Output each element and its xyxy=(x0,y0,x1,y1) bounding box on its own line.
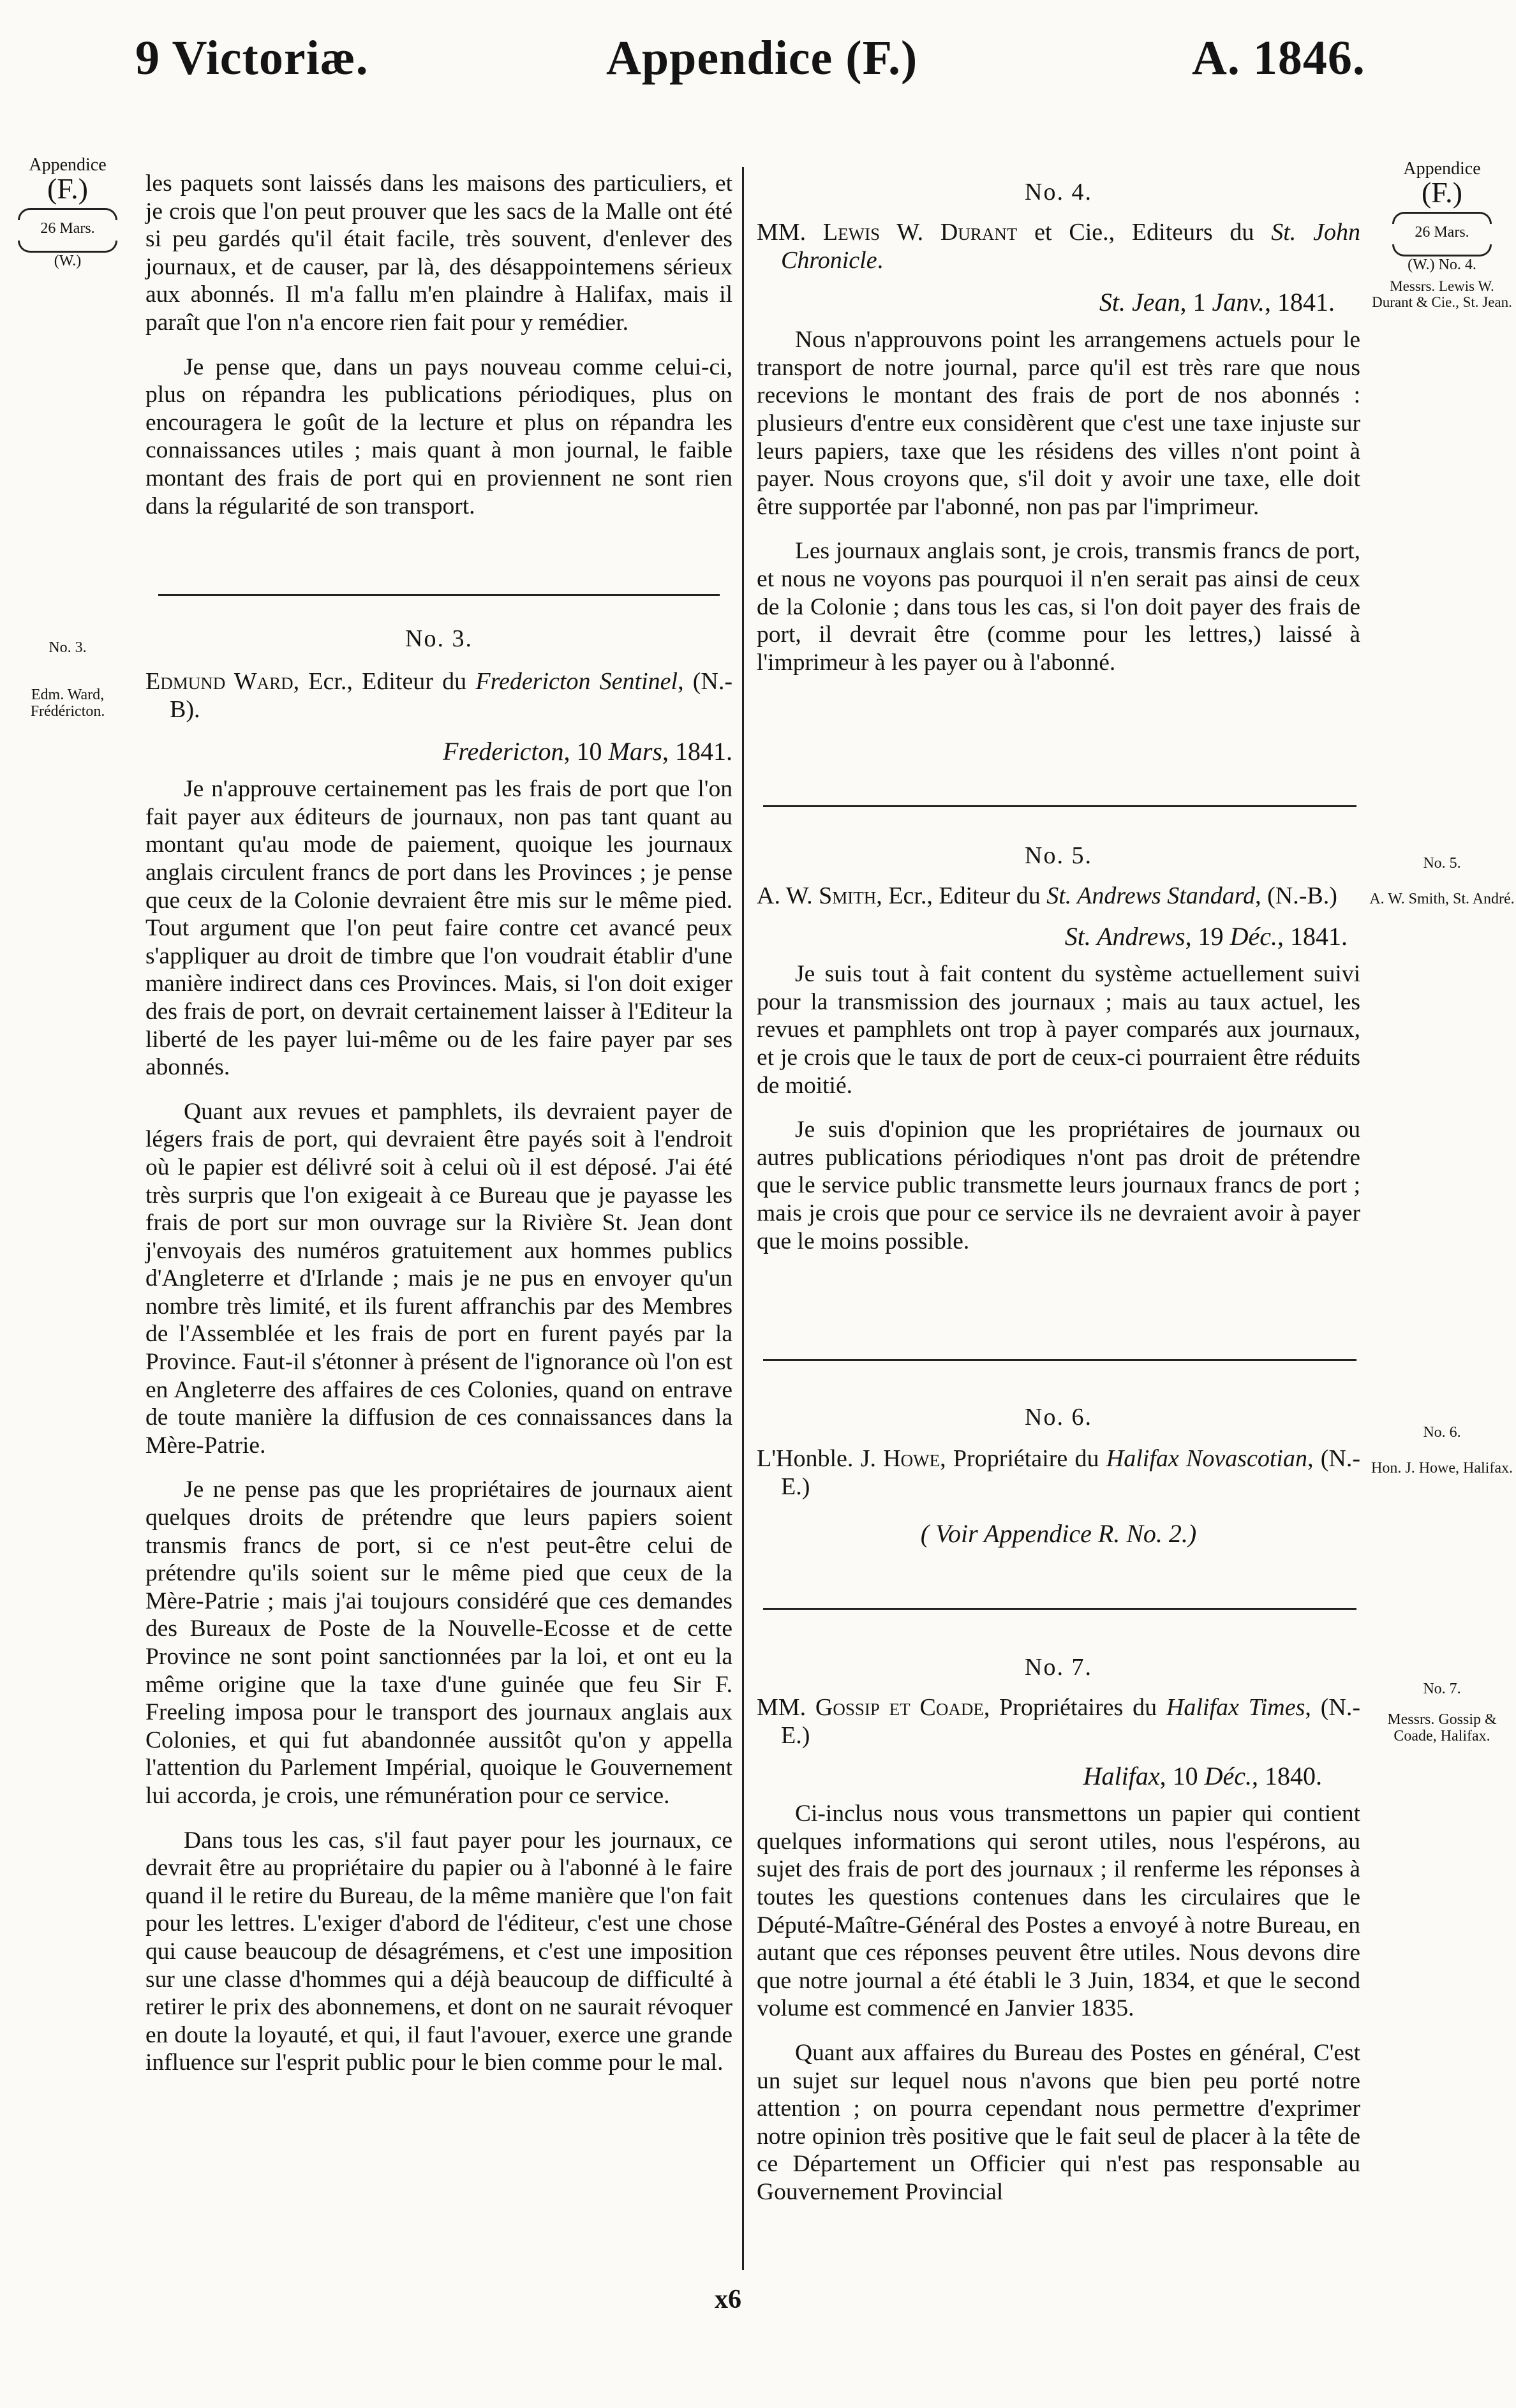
letter-dateline xyxy=(757,1762,1360,1790)
margin-no7-number: No. 7. xyxy=(1423,1681,1461,1697)
letter-paragraph: Quant aux affaires du Bureau des Postes en général, C'est un sujet sur lequel nous n'avons que bien peu porté notre attention ; on pourra cependant nous permettre d'exprimer notre opinion très positive que le fait seul de placer à la tête de ce Département un Officier qui n'est pas responsable au Gouvernement Provincial xyxy=(757,2039,1360,2205)
addressee-role: , Ecr., Editeur du xyxy=(876,882,1047,909)
dateline-month: Janv. xyxy=(1212,287,1265,316)
margin-f-label: (F.) xyxy=(1421,176,1463,209)
letter-paragraph: Dans tous les cas, s'il faut payer pour les journaux, ce devrait être au propriétaire du papier ou à l'abonné à le faire quand il le retire du Bureau, de la même manière que l'on fait pour les lettres. L'exiger d'abord de l'éditeur, c'est une chose qui cause beaucoup de désagrémens, et c'est une imposition sur une classe d'hommes qui a déjà beaucoup de difficulté à retirer le prix des abonnemens, et dont on ne saurait révoquer en doute la loyauté, et qui, il faut l'avouer, exerce une grande influence sur l'esprit public pour le bien comme pour le mal. xyxy=(145,1827,732,2076)
dateline-place: St. Jean xyxy=(1099,287,1180,316)
margin-w-no4: (W.) No. 4. xyxy=(1408,256,1476,273)
letter-paragraph: Nous n'approuvons point les arrangemens actuels pour le transport de notre journal, parce qu'il est très rare que nous recevions le montant des frais de port de nos abonnés : plusieurs d'entre eux considèrent que c'est une taxe injuste sur leurs papiers, taxe que les résidens des villes n'ont point à payer. Nous croyons que, s'il doit y avoir une taxe, elle doit être supportée par l'abonné, non pas par l'imprimeur. xyxy=(757,327,1360,520)
addressee-region: , (N.-E.) xyxy=(781,1445,1360,1500)
letter-no7 xyxy=(757,1654,1360,2206)
left-margin-no3 xyxy=(4,639,131,656)
dateline-day: , 10 xyxy=(563,736,609,766)
letter-number: No. 5. xyxy=(1025,842,1092,869)
newspaper-title: Fredericton Sentinel xyxy=(475,667,678,695)
addressee-role: et Cie., Editeurs du xyxy=(1017,218,1272,246)
margin-date: 26 Mars. xyxy=(1415,224,1469,241)
letter-addressee xyxy=(145,667,732,724)
addressee-name: Edmund Ward xyxy=(145,667,294,695)
letter-dateline xyxy=(145,738,732,766)
addressee-name: A. W. Smith xyxy=(757,882,877,909)
section-rule xyxy=(763,1608,1356,1610)
dateline-place: St. Andrews xyxy=(1064,921,1185,951)
letter-paragraph: Quant aux revues et pamphlets, ils devraient payer de légers frais de port, qui devraient être payés soit à l'endroit où le papier est délivré soit à celui où il est déposé. J'ai été très surpris que l'on exigeait à ce Bureau que je payasse les frais de port sur mon ouvrage sur la Rivière St. Jean dont j'envoyais des numéros gratuitement aux hommes publics d'Angleterre et d'Irlande ; mais je ne pus en envoyer qu'un nombre très limité, et ils furent affranchis par des Membres de l'Assemblée et les frais de port en furent payés par la Province. Faut-il s'étonner à présent de l'ignorance où l'on est en Angleterre des affaires de ces Colonies, quand on entrave de toute manière la diffusion de ces connaissances dans la Mère-Patrie. xyxy=(145,1098,733,1459)
letter-dateline xyxy=(757,923,1360,951)
addressee-name: Lewis W. Durant xyxy=(822,218,1018,246)
margin-no3-number: No. 3. xyxy=(48,639,87,656)
margin-no4-names: Messrs. Lewis W. Durant & Cie., St. Jean. xyxy=(1372,278,1512,310)
dateline-place: Halifax xyxy=(1083,1761,1160,1790)
letter-addressee xyxy=(757,1693,1360,1750)
addressee-role: , Propriétaires du xyxy=(983,1693,1166,1721)
dateline-year: , 1841. xyxy=(1277,921,1348,951)
section-rule xyxy=(763,805,1356,807)
letter-no6 xyxy=(757,1404,1360,1547)
dateline-day: , 10 xyxy=(1159,1761,1205,1790)
addressee-name: Gossip et Coade xyxy=(815,1693,984,1721)
newspaper-title: Halifax Times xyxy=(1166,1693,1305,1721)
right-margin-appendix-box xyxy=(1368,161,1516,310)
letter-paragraph: Ci-inclus nous vous transmettons un papier qui contient quelques informations qui seront utiles, nous l'espérons, au sujet des frais de port des journaux ; il renferme les réponses à toutes les questions contenues dans les circulaires que le Député-Maître-Général des Postes a envoyé à notre Bureau, en autant que ces réponses peuvent être utiles. Nous devons dire que notre journal a été établi le 3 Juin, 1834, et que le second volume est commencé en Janvier 1835. xyxy=(757,1801,1360,2022)
appendix-reference: ( Voir Appendice R. No. 2.) xyxy=(920,1519,1197,1548)
margin-no7-names: Messrs. Gossip & Coade, Halifax. xyxy=(1387,1711,1497,1744)
dateline-year: , 1840. xyxy=(1252,1761,1322,1790)
addressee-role: , Ecr., Editeur du xyxy=(293,667,476,695)
letter-addressee xyxy=(757,1445,1360,1501)
right-margin-no5 xyxy=(1368,855,1516,907)
dateline-month: Déc. xyxy=(1230,921,1277,951)
left-continuation xyxy=(145,170,732,520)
header-year: A. 1846. xyxy=(1192,31,1365,85)
dateline-place: Fredericton xyxy=(442,736,564,766)
newspaper-title: St. John Chronicle xyxy=(781,218,1360,274)
letter-number: No. 7. xyxy=(1025,1654,1092,1681)
margin-no6-names: Hon. J. Howe, Halifax. xyxy=(1371,1460,1513,1476)
newspaper-title: Halifax Novascotian xyxy=(1106,1445,1307,1472)
letter-paragraph: Je suis tout à fait content du système actuellement suivi pour la transmission des journaux ; mais au taux actuel, les revues et pamphlets ont trop à payer comparés aux journaux, et je crois que le taux de port de ceux-ci pourraient être réduits de moitié. xyxy=(757,961,1360,1099)
letter-paragraph: Je n'approuve certainement pas les frais de port que l'on fait payer aux éditeurs de journaux, non pas tant quant au montant qu'au mode de paiement, quoique les journaux anglais circulent francs de port dans les Provinces ; je pense que ceux de la Colonie devraient être mis sur le même pied. Tout argument que l'on peut faire contre cet avancé peux s'appliquer au droit de timbre que l'on voudrait établir d'une manière indirect dans ces Provinces. Mais, si l'on doit exiger des frais de port, on devrait certainement laisser à l'Editeur la liberté de les payer lui-même ou de les faire payer par ses abonnés. xyxy=(145,776,732,1081)
letter-number: No. 6. xyxy=(1025,1404,1092,1431)
section-rule xyxy=(763,1359,1356,1361)
letter-paragraph: Je suis d'opinion que les propriétaires de journaux ou autres publications périodiques n'ont pas droit de prétendre que le service public transmette leurs journaux francs de port ; mais je crois que pour ce service ils ne devraient avoir à payer que le moins possible. xyxy=(757,1117,1360,1254)
margin-bracket xyxy=(1392,212,1492,224)
margin-no5-number: No. 5. xyxy=(1423,855,1461,872)
letter-no3 xyxy=(145,625,732,2077)
margin-f-label: (F.) xyxy=(47,172,89,205)
header-appendix: Appendice (F.) xyxy=(606,31,918,85)
letter-paragraph: Les journaux anglais sont, je crois, transmis francs de port, et nous ne voyons pas pourquoi il n'en serait pas ainsi de ceux de la Colonie ; dans tous les cas, si l'on doit payer des frais de port, il devrait être (comme pour les lettres,) laissé à l'imprimeur à les payer ou à l'abonné. xyxy=(757,538,1360,676)
margin-no3-place: Frédéricton. xyxy=(30,703,105,720)
margin-bracket-bottom xyxy=(1392,244,1492,256)
addressee-prefix: MM. xyxy=(757,1693,815,1721)
left-margin-appendix-box xyxy=(4,157,131,269)
margin-w-label: (W.) xyxy=(54,253,82,269)
letter-addressee xyxy=(757,218,1360,274)
left-cont-paragraph-2: Je pense que, dans un pays nouveau comme celui-ci, plus on répandra les publications périodiques, plus on encouragera le goût de la lecture et plus on répandra les connaissances utiles ; mais quant à mon journal, le faible montant des frais de port qui en proviennent ne sont rien dans la régularité de son transport. xyxy=(145,353,732,519)
left-cont-paragraph-1: les paquets sont laissés dans les maisons des particuliers, et je crois que l'on peut prouver que les sacs de la Malle ont été si peu gardés qu'il était facile, très souvent, d'enlever des journaux, et de causer, par là, des désappointemens sérieux aux abonnés. Il m'a fallu m'en plaindre à Halifax, mais il paraît que l'on n'a encore rien fait pour y remédier. xyxy=(145,170,732,336)
addressee-region: , (N.-B). xyxy=(170,667,733,723)
addressee-name: J. Howe xyxy=(860,1445,940,1472)
header-reign: 9 Victoriæ. xyxy=(135,31,369,85)
column-separator xyxy=(742,167,744,2270)
margin-no6-number: No. 6. xyxy=(1423,1424,1461,1441)
letter-number: No. 3. xyxy=(405,625,473,652)
letter-paragraph: Je ne pense pas que les propriétaires de journaux aient quelques droits de prétendre que leurs papiers soient transmis francs de port, si ce n'est peut-être celui de prétendre qu'ils soient sur le même pied que ceux de la Mère-Patrie ; mais j'ai toujours considéré que ces demandes des Bureaux de Poste de la Nouvelle-Ecosse et de cette Province ne sont point sanctionnées par la loi, et ont eu la même origine que la taxe d'une guinée que feu Sir F. Freeling imposa pour le transport des journaux anglais aux Colonies, et qui fut abandonnée aussitôt qu'on y appella l'attention du Parlement Impérial, quoique le Gouvernement lui accorda, je crois, une rémunération pour ce service. xyxy=(145,1476,732,1809)
dateline-day: , 1 xyxy=(1180,287,1212,316)
margin-date: 26 Mars. xyxy=(40,220,95,237)
margin-no5-names: A. W. Smith, St. André. xyxy=(1369,891,1515,907)
dateline-month: Déc. xyxy=(1204,1761,1252,1790)
dateline-year: , 1841. xyxy=(1265,287,1335,316)
dateline-day: , 19 xyxy=(1185,921,1230,951)
margin-appendice-label: Appendice xyxy=(29,155,107,175)
newspaper-title: St. Andrews Standard xyxy=(1046,882,1256,909)
addressee-region: . xyxy=(877,246,884,274)
margin-appendice-label: Appendice xyxy=(1403,159,1481,179)
letter-addressee xyxy=(757,882,1360,910)
addressee-prefix: L'Honble. xyxy=(757,1445,861,1472)
page-number: x6 xyxy=(715,2285,741,2314)
addressee-region: , (N.-E.) xyxy=(781,1693,1360,1749)
right-margin-no6 xyxy=(1368,1424,1516,1476)
dateline-month: Mars xyxy=(608,736,662,766)
right-margin-no7 xyxy=(1368,1681,1516,1744)
margin-bracket-bottom xyxy=(18,241,117,253)
letter-no4 xyxy=(757,179,1360,676)
left-margin-no3-name xyxy=(4,687,131,720)
addressee-prefix: MM. xyxy=(757,218,823,246)
dateline-year: , 1841. xyxy=(662,736,732,766)
margin-no3-name: Edm. Ward, xyxy=(31,687,105,703)
section-rule xyxy=(158,594,720,596)
addressee-role: , Propriétaire du xyxy=(940,1445,1106,1472)
letter-no5 xyxy=(757,842,1360,1255)
addressee-region: , (N.-B.) xyxy=(1255,882,1337,909)
letter-dateline xyxy=(757,288,1360,316)
margin-bracket xyxy=(18,208,117,220)
letter-number: No. 4. xyxy=(1025,179,1092,205)
